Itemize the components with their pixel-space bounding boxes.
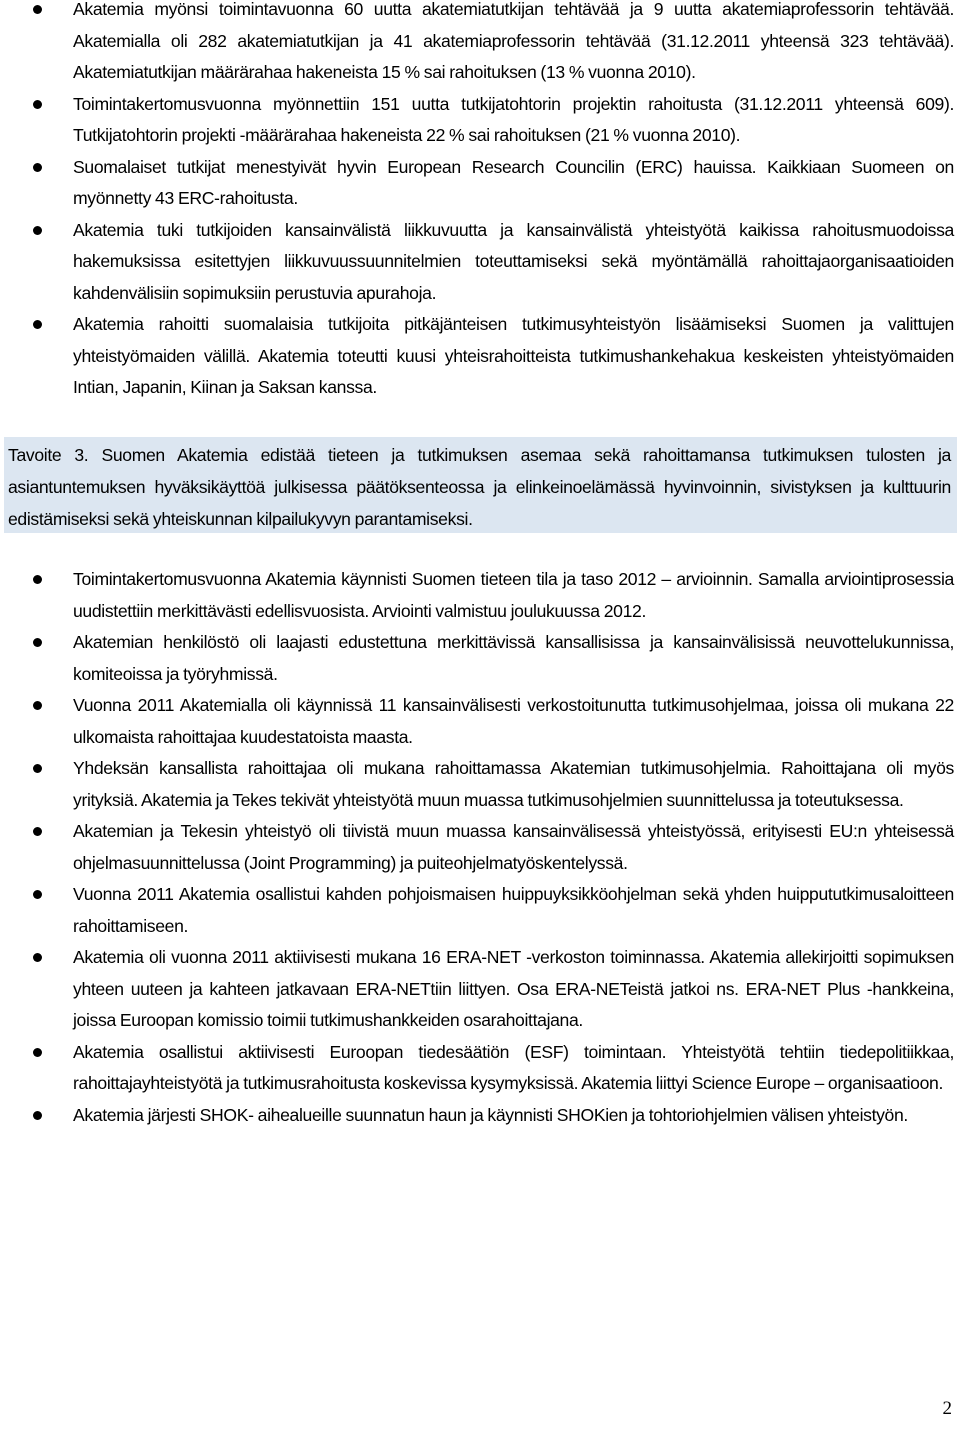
bullet-icon (33, 1048, 42, 1057)
list-item-text: Akatemian henkilöstö oli laajasti edustettuna merkittävissä kansallisissa ja kansainvälisissä neuvottelukunnissa, komiteoissa ja työryhmissä. (73, 632, 954, 684)
list-item (0, 564, 960, 627)
list-item (0, 0, 960, 89)
list-item (0, 152, 960, 215)
list-item (0, 879, 960, 942)
bullet-icon (33, 764, 42, 773)
list-item (0, 753, 960, 816)
page-number: 2 (942, 1398, 952, 1419)
list-item-text: Toimintakertomusvuonna myönnettiin 151 uutta tutkijatohtorin projektin rahoitusta (31.12.2011 yhteensä 609). Tutkijatohtorin projekti -määrärahaa hakeneista 22 % sai rahoituksen (21 % vuonna 2010). (73, 93, 954, 145)
bullet-list-top (0, 0, 960, 404)
list-item-text: Vuonna 2011 Akatemia osallistui kahden pohjoismaisen huippuyksikköohjelman sekä yhden huippututkimusaloitteen rahoittamiseen. (73, 884, 954, 936)
bullet-icon (33, 890, 42, 899)
list-item-text: Akatemia myönsi toimintavuonna 60 uutta akatemiatutkijan tehtävää ja 9 uutta akatemiaprofessorin tehtävää. Akatemialla oli 282 akatemiatutkijan ja 41 akatemiaprofessorin tehtävää (31.12.2011 yhteensä 323 tehtävää). Akatemiatutkijan määrärahaa hakeneista 15 % sai rahoituksen (13 % vuonna 2010). (73, 0, 954, 82)
list-item (0, 690, 960, 753)
bullet-icon (33, 100, 42, 109)
list-item-text: Akatemia tuki tutkijoiden kansainvälistä liikkuvuutta ja kansainvälistä yhteistyötä kaikissa rahoitusmuodoissa hakemuksissa esitettyjen liikkuvuussuunnitelmien toteuttamiseksi sekä myöntämällä rahoittajaorganisaatioiden kahdenvälisiin sopimuksiin perustuvia apurahoja. (73, 219, 954, 303)
list-item-text: Suomalaiset tutkijat menestyivät hyvin European Research Councilin (ERC) hauissa. Kaikkiaan Suomeen on myönnetty 43 ERC-rahoitusta. (73, 156, 954, 208)
bullet-icon (33, 701, 42, 710)
list-item-text: Akatemia järjesti SHOK- aihealueille suunnatun haun ja käynnisti SHOKien ja tohtoriohjelmien välisen yhteistyön. (73, 1104, 908, 1125)
list-item (0, 309, 960, 404)
list-item-text: Akatemian ja Tekesin yhteistyö oli tiivistä muun muassa kansainvälisessä yhteistyössä, erityisesti EU:n yhteisessä ohjelmasuunnittelussa (Joint Programming) ja puiteohjelmatyöskentelyssä. (73, 821, 954, 873)
bullet-list-bottom (0, 564, 960, 1131)
bullet-icon (33, 1111, 42, 1120)
bullet-icon (33, 827, 42, 836)
bullet-icon (33, 953, 42, 962)
bullet-icon (33, 638, 42, 647)
bullet-icon (33, 226, 42, 235)
bullet-icon (33, 163, 42, 172)
list-item (0, 215, 960, 310)
list-item (0, 816, 960, 879)
list-item (0, 1037, 960, 1100)
list-item-text: Akatemia osallistui aktiivisesti Euroopan tiedesäätiön (ESF) toimintaan. Yhteistyötä tehtiin tiedepolitiikkaa, rahoittajayhteistyötä ja tutkimusrahoitusta koskevissa kysymyksissä. Akatemia liittyi Science Europe – organisaatioon. (73, 1041, 954, 1093)
list-item-text: Toimintakertomusvuonna Akatemia käynnisti Suomen tieteen tila ja taso 2012 – arvioinnin. Samalla arviointiprosessia uudistettiin merkittävästi edellisvuosista. Arviointi valmistuu joulukuussa 2012. (73, 569, 954, 621)
goal-box (4, 437, 957, 533)
goal-text: Suomen Akatemia edistää tieteen ja tutkimuksen asemaa sekä rahoittamansa tutkimuksen tulosten ja asiantuntemuksen hyväksikäyttöä julkisessa päätöksenteossa ja elinkeinoelämässä hyvinvoinnin, sivistyksen ja kulttuurin edistämiseksi sekä yhteiskunnan kilpailukyvyn parantamiseksi. (8, 445, 951, 529)
bullet-icon (33, 575, 42, 584)
list-item-text: Akatemia rahoitti suomalaisia tutkijoita pitkäjänteisen tutkimusyhteistyön lisäämiseksi Suomen ja valittujen yhteistyömaiden välillä. Akatemia toteutti kuusi yhteisrahoitteista tutkimushankehakua keskeisten yhteistyömaiden Intian, Japanin, Kiinan ja Saksan kanssa. (73, 314, 954, 397)
list-item (0, 1100, 960, 1132)
list-item (0, 627, 960, 690)
list-item (0, 89, 960, 152)
bullet-icon (33, 5, 42, 14)
list-item-text: Yhdeksän kansallista rahoittajaa oli mukana rahoittamassa Akatemian tutkimusohjelmia. Rahoittajana oli myös yrityksiä. Akatemia ja Tekes tekivät yhteistyötä muun muassa tutkimusohjelmien suunnittelussa ja toteutuksessa. (73, 758, 954, 810)
list-item-text: Vuonna 2011 Akatemialla oli käynnissä 11 kansainvälisesti verkostoitunutta tutkimusohjelmaa, joissa oli mukana 22 ulkomaista rahoittajaa kuudestatoista maasta. (73, 695, 954, 747)
list-item (0, 942, 960, 1037)
bullet-icon (33, 320, 42, 329)
goal-label: Tavoite 3. (8, 445, 89, 465)
list-item-text: Akatemia oli vuonna 2011 aktiivisesti mukana 16 ERA-NET -verkoston toiminnassa. Akatemia allekirjoitti sopimuksen yhteen uuteen ja kahteen jatkavaan ERA-NETtiin liittyen. Osa ERA-NETeistä jatkoi ns. ERA-NET Plus -hankkeina, joissa Euroopan komissio toimii tutkimushankkeiden osarahoittajana. (73, 947, 954, 1030)
